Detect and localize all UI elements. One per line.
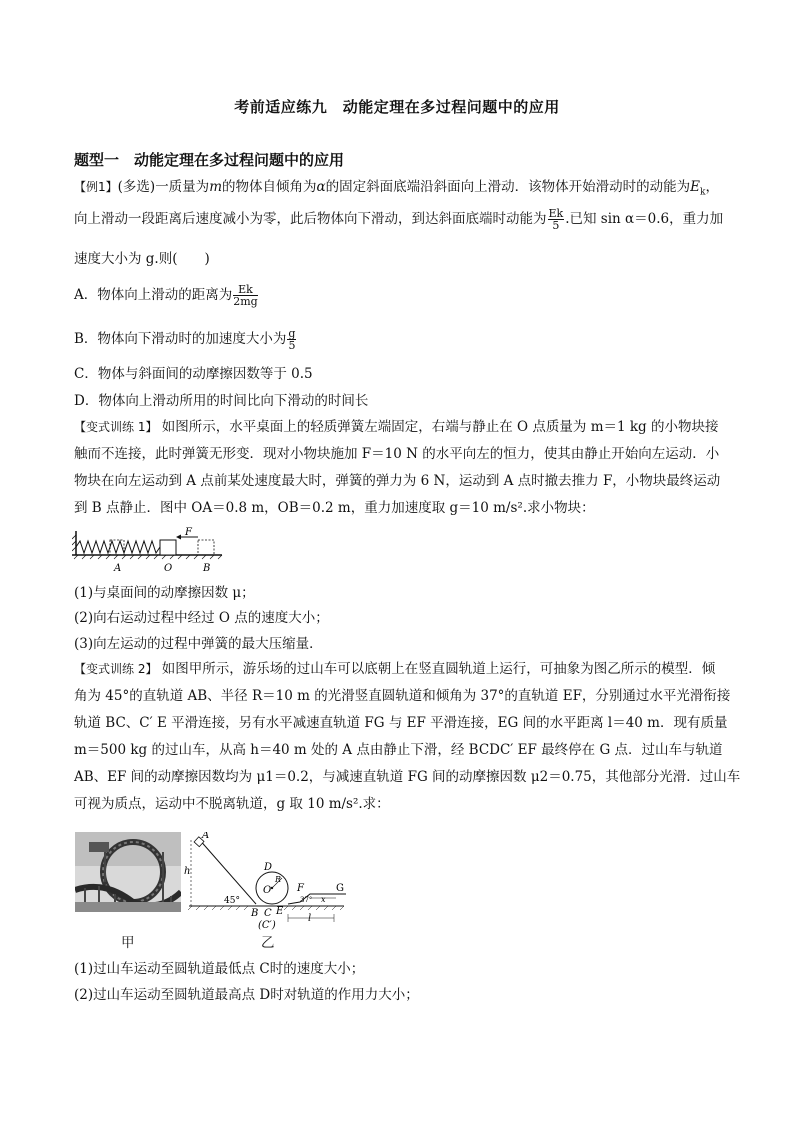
example1-line3: 速度大小为 g.则( ): [74, 251, 210, 267]
variant2-q2: (2)过山车运动至圆轨道最高点 D时对轨道的作用力大小；: [74, 987, 419, 1003]
example1-line2: 向上滑动一段距离后速度减小为零，此后物体向下滑动，到达斜面底端时动能为 $\frac{Ek}{5}$ .已知 sin α＝0.6，重力加: [74, 207, 724, 232]
fraction-ek-over-2mg: $\frac{Ek}{2mg}$: [233, 283, 258, 308]
svg-text:(C′): (C′): [258, 920, 276, 931]
page-title: 考前适应练九 动能定理在多过程问题中的应用: [234, 98, 560, 116]
variant1-q1: (1)与桌面间的动摩擦因数 μ；: [74, 585, 255, 601]
svg-text:37°: 37°: [300, 896, 313, 904]
fraction-g-over-5: $\frac{g}{5}$: [288, 327, 296, 352]
label-o: O: [164, 563, 173, 574]
variant1-q2: (2)向右运动过程中经过 O 点的速度大小；: [74, 610, 329, 626]
variant2-line5: AB、EF 间的动摩擦因数均为 μ1＝0.2，与减速直轨道 FG 间的动摩擦因数 μ2＝0.75，其他部分光滑．过山车: [74, 769, 741, 785]
svg-text:G: G: [336, 883, 344, 894]
svg-text:B: B: [251, 908, 259, 919]
svg-text:D: D: [264, 862, 273, 873]
incline-ef: [288, 894, 346, 904]
multi-select-note: (多选): [117, 179, 156, 195]
option-d: D．物体向上滑动所用的时间比向下滑动的时间长: [74, 393, 369, 409]
variant2-line3: 轨道 BC、C′ E 平滑连接，另有水平减速直轨道 FG 与 EF 平滑连接，EG 间的水平距离 l＝40 m．现有质量: [74, 715, 728, 731]
block-at-b: [198, 540, 214, 555]
variant1-line2: 触而不连接，此时弹簧无形变．现对小物块施加 F＝10 N 的水平向左的恒力，使其由静止开始向左运动．小: [74, 446, 720, 462]
label-a: A: [114, 563, 122, 574]
roller-coaster-photo: [75, 832, 181, 912]
variant1-line1: 【变式训练 1】 如图所示，水平桌面上的轻质弹簧左端固定，右端与静止在 O 点质量为 m＝1 kg 的小物块接: [74, 419, 719, 435]
section-heading: 题型一 动能定理在多过程问题中的应用: [74, 151, 345, 169]
label-f: F: [185, 527, 192, 538]
variant2-line6: 可视为质点，运动中不脱离轨道，g 取 10 m/s².求：: [74, 796, 390, 812]
track-diagram: [184, 832, 354, 932]
caption-jia: 甲: [121, 935, 135, 951]
option-c: C．物体与斜面间的动摩擦因数等于 0.5: [74, 366, 313, 382]
svg-text:h: h: [184, 866, 191, 877]
variant1-tag: 【变式训练 1】: [74, 420, 158, 434]
svg-text:E: E: [276, 906, 284, 917]
spring: [76, 541, 160, 553]
option-b: B．物体向下滑动时的加速度大小为 $\frac{g}{5}$: [74, 327, 296, 352]
svg-text:R: R: [275, 875, 282, 884]
svg-text:A: A: [202, 832, 210, 841]
svg-text:C: C: [264, 908, 272, 919]
svg-text:x: x: [321, 895, 326, 904]
spring-block-figure: [72, 527, 232, 579]
example1-line1: 【例1】(多选)一质量为m的物体自倾角为α的固定斜面底端沿斜面向上滑动．该物体开始滑动时的动能为$E_k$，: [74, 179, 719, 198]
example1-tag: 【例1】: [74, 180, 118, 194]
svg-text:O: O: [263, 885, 272, 896]
variant1-q3: (3)向左运动的过程中弹簧的最大压缩量．: [74, 636, 323, 652]
svg-text:l: l: [308, 913, 312, 924]
variant2-tag: 【变式训练 2】: [74, 662, 158, 676]
variant1-line4: 到 B 点静止．图中 OA＝0.8 m，OB＝0.2 m，重力加速度取 g＝10 m/s².求小物块：: [74, 500, 595, 516]
incline-ab: [198, 838, 256, 904]
variant2-line1: 【变式训练 2】 如图甲所示，游乐场的过山车可以底朝上在竖直圆轨道上运行，可抽象为图乙所示的模型．倾: [74, 661, 716, 677]
caption-yi: 乙: [261, 935, 275, 951]
variant2-line4: m＝500 kg 的过山车，从高 h＝40 m 处的 A 点由静止下滑，经 BCDC′ EF 最终停在 G 点．过山车与轨道: [74, 742, 723, 758]
fraction-ek-over-5: $\frac{Ek}{5}$: [548, 207, 564, 232]
variant2-line2: 角为 45°的直轨道 AB、半径 R＝10 m 的光滑竖直圆轨道和倾角为 37°的直轨道 EF，分别通过水平光滑衔接: [74, 688, 731, 704]
label-b: B: [203, 563, 211, 574]
block-at-o: [160, 540, 176, 555]
svg-text:45°: 45°: [224, 896, 240, 906]
option-a: A．物体向上滑动的距离为 $\frac{Ek}{2mg}$: [74, 283, 258, 308]
variant2-q1: (1)过山车运动至圆轨道最低点 C时的速度大小；: [74, 961, 365, 977]
variant1-line3: 物块在向左运动到 A 点前某处速度最大时，弹簧的弹力为 6 N，运动到 A 点时撤去推力 F，小物块最终运动: [74, 473, 721, 489]
svg-text:F: F: [297, 883, 304, 894]
